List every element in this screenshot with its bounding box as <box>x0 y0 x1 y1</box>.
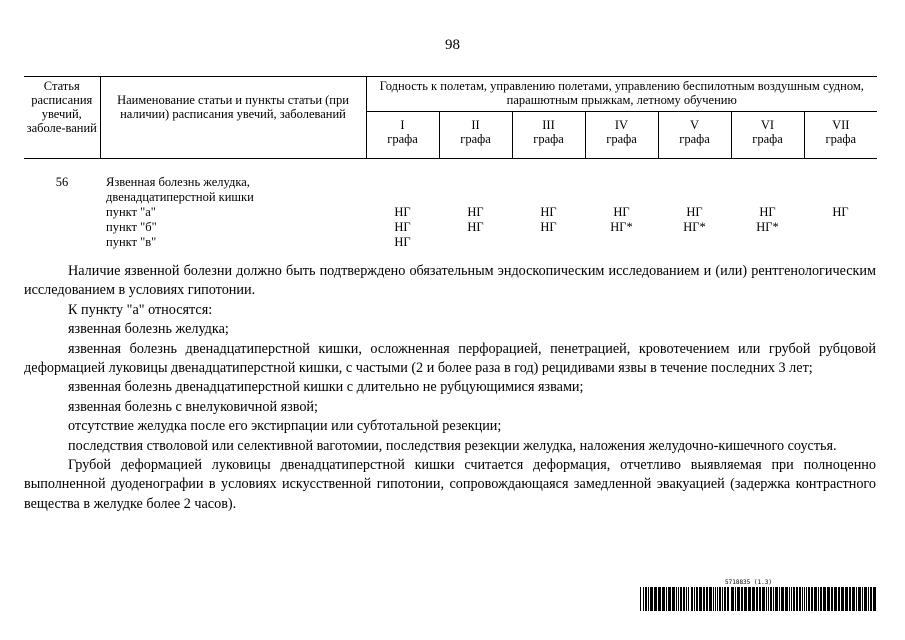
table-row <box>24 235 877 250</box>
paragraph: язвенная болезнь желудка; <box>68 321 229 338</box>
grade-cell: НГ <box>394 235 411 249</box>
grade-cell: НГ <box>759 205 776 219</box>
article-header-row <box>24 159 877 206</box>
article-number: 56 <box>55 175 69 189</box>
body-text <box>24 262 876 514</box>
fitness-table <box>24 76 877 250</box>
grade-cell: НГ <box>394 220 411 234</box>
grade-cell <box>804 235 877 250</box>
paragraph: Наличие язвенной болезни должно быть подтверждено обязательным эндоскопическим исследованием и (или) рентгенологическим исследованием в условиях гипотонии. <box>24 263 876 299</box>
table-row <box>24 220 877 235</box>
grade-cell: НГ <box>540 220 557 234</box>
header-grafa: II графа <box>439 112 512 159</box>
article-name: Язвенная болезнь желудка, двенадцатиперстной кишки <box>106 175 254 204</box>
header-grafa: V графа <box>658 112 731 159</box>
paragraph: К пункту "а" относятся: <box>68 301 213 318</box>
header-article-col: Статья расписания увечий, заболе-ваний <box>24 77 100 159</box>
row-label: пункт "б" <box>106 220 157 234</box>
grade-cell <box>804 220 877 235</box>
grade-cell <box>658 235 731 250</box>
barcode-id: 5718835 (1.3) <box>725 579 772 586</box>
header-grafa: IV графа <box>585 112 658 159</box>
header-grafa: III графа <box>512 112 585 159</box>
header-grafa: VI графа <box>731 112 804 159</box>
header-grafa: VII графа <box>804 112 877 159</box>
header-grafa: I графа <box>366 112 439 159</box>
grade-cell <box>439 235 512 250</box>
row-label: пункт "в" <box>106 235 157 249</box>
paragraph: язвенная болезнь с внелуковичной язвой; <box>68 398 318 415</box>
grade-cell: НГ <box>686 205 703 219</box>
grade-cell: НГ <box>467 220 484 234</box>
grade-cell: НГ <box>832 205 849 219</box>
grade-cell: НГ* <box>683 220 706 234</box>
page-number: 98 <box>445 37 460 53</box>
barcode-image <box>640 587 876 611</box>
paragraph: язвенная болезнь двенадцатиперстной кишки, осложненная перфорацией, пенетрацией, кровотечением или грубой рубцовой деформацией луковицы двенадцатиперстной кишки, с частыми (2 и более раза в год) рецидивами язвы в течение последних 3 лет; <box>24 340 876 377</box>
paragraph: язвенная болезнь двенадцатиперстной кишки с длительно не рубцующимися язвами; <box>68 379 584 396</box>
paragraph: отсутствие желудка после его экстирпации или субтотальной резекции; <box>68 418 502 435</box>
grade-cell: НГ <box>467 205 484 219</box>
table-row <box>24 205 877 220</box>
row-label: пункт "а" <box>106 205 156 219</box>
grade-cell: НГ <box>394 205 411 219</box>
header-fitness-col: Годность к полетам, управлению полетами, управлению беспилотным воздушным судном, парашютным прыжкам, летному обучению <box>366 77 877 112</box>
grade-cell: НГ* <box>610 220 633 234</box>
header-name-col: Наименование статьи и пункты статьи (при наличии) расписания увечий, заболеваний <box>100 77 366 159</box>
paragraph: Грубой деформацией луковицы двенадцатиперстной кишки считается деформация, отчетливо выявляемая при полноценно выполненной дуоденографии в условиях искусственной гипотонии, сопровождающаяся замедленной эвакуацией (задержка контрастного вещества в желудке более 2 часов). <box>24 457 876 512</box>
grade-cell: НГ <box>613 205 630 219</box>
grade-cell <box>585 235 658 250</box>
grade-cell <box>731 235 804 250</box>
paragraph: последствия стволовой или селективной ваготомии, последствия резекции желудка, наложения желудочно-кишечного соустья. <box>68 437 837 454</box>
grade-cell <box>512 235 585 250</box>
grade-cell: НГ <box>540 205 557 219</box>
grade-cell: НГ* <box>756 220 779 234</box>
